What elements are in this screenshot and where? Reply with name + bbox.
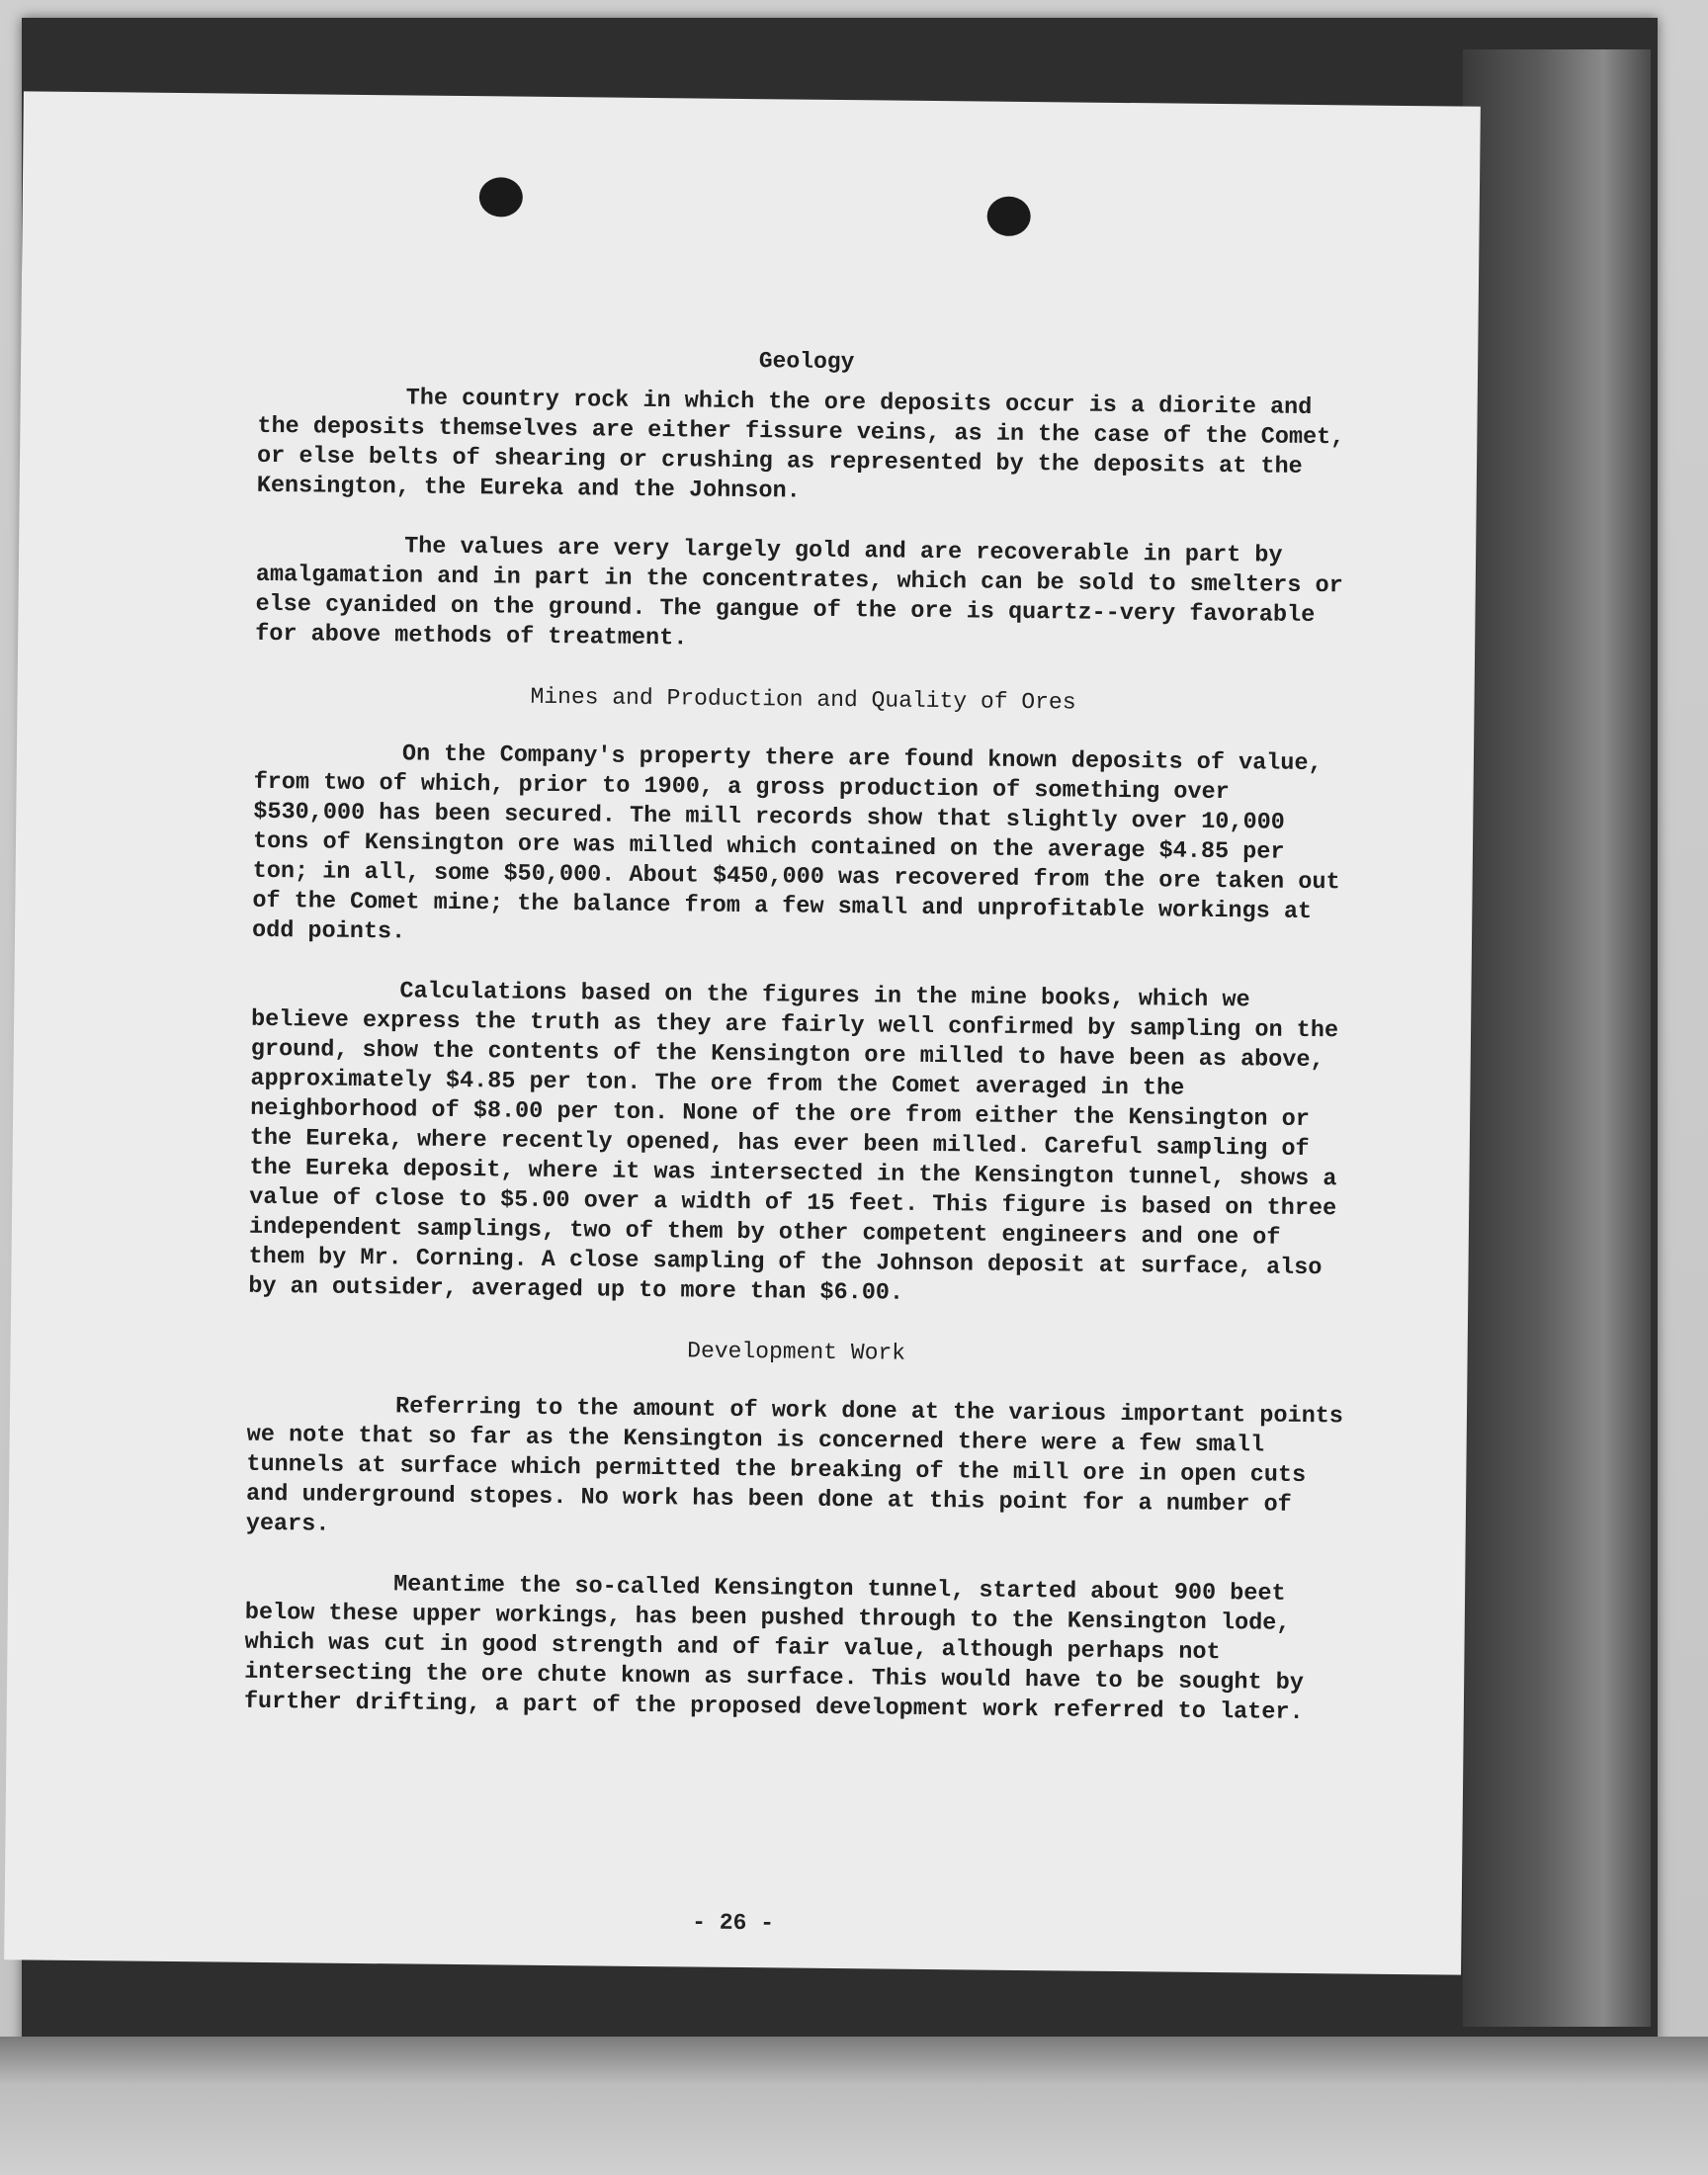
- paragraph-geology-1: The country rock in which the ore deposits occur is a diorite and the deposits themselves are either fissure veins, as in the case of the Comet, or else belts of shearing or crushing as represented by the deposits at the Kensington, the Eureka and the Johnson.: [256, 385, 1359, 505]
- scan-edge-shadow: [1463, 49, 1651, 2027]
- section-heading-development: Development Work: [687, 1338, 906, 1366]
- punch-hole-right: [986, 197, 1030, 236]
- paragraph-mines-2: Calculations based on the figures in the mine books, which we believe express the truth as they are fairly well confirmed by sampling on the ground, show the contents of the Kensington ore milled to have been as above, approximately $4.85 per ton. The ore from the Comet averaged in the neighborhood of $8.00 per ton. None of the ore from either the Kensington or the Eureka, where recently opened, has ever been milled. Careful sampling of the Eureka deposit, where it was intersected in the Kensington tunnel, shows a value of close to $5.00 over a width of 15 feet. This figure is based on three independent samplings, two of them by other competent engineers and one of them by Mr. Corning. A close sampling of the Johnson deposit at surface, also by an outsider, averaged up to more than $6.00.: [248, 978, 1353, 1307]
- section-heading-geology: Geology: [758, 348, 855, 376]
- paragraph-geology-2: The values are very largely gold and are recoverable in part by amalgamation and in part in the concentrates, which can be sold to smelters or else cyanided on the ground. The gangue of the ore is quartz--very favorable for above methods of treatment.: [255, 533, 1358, 652]
- scan-bottom-strip: [0, 2037, 1708, 2175]
- paragraph-development-1: Referring to the amount of work done at the various important points we note that so far as the Kensington is concerned there were a few small tunnels at surface which permitted the breaking of the mill ore in open cuts and underground stopes. No work has been done at this point for a number of years.: [245, 1393, 1358, 1538]
- section-heading-mines: Mines and Production and Quality of Ores: [530, 683, 1076, 716]
- document-page: [4, 91, 1481, 1974]
- paragraph-development-2: Meantime the so-called Kensington tunnel, started about 900 beet below these upper workings, has been pushed through to the Kensington lode, which was cut in good strength and of fair value, although perhaps not intersecting the ore chute known as surface. This would have to be sought by further drifting, a part of the proposed development work referred to later.: [243, 1571, 1319, 1726]
- paragraph-mines-1: On the Company's property there are found known deposits of value, from two of which, prior to 1900, a gross production of something over $530,000 has been secured. The mill records show that slightly over 10,000 tons of Kensington ore was milled which contained on the average $4.85 per ton; in all, some $50,000. About $450,000 was recovered from the ore taken out of the Comet mine; the balance from a few small and unprofitable workings at odd points.: [251, 740, 1354, 946]
- page-number: - 26 -: [692, 1909, 775, 1937]
- punch-hole-left: [479, 177, 523, 217]
- page-content: [243, 341, 1359, 1729]
